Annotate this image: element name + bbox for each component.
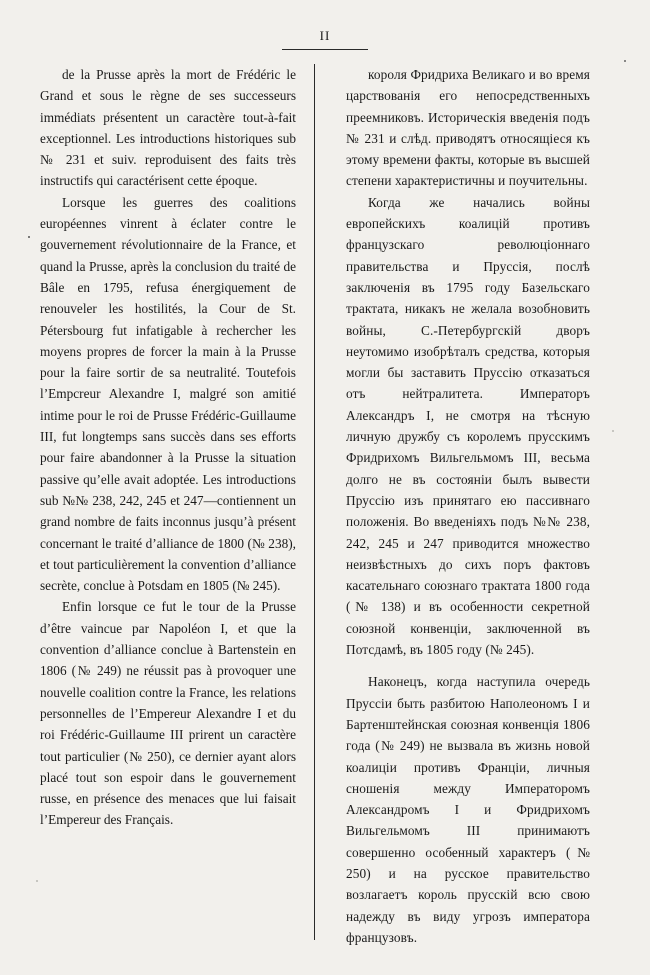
paragraph: короля Фридриха Великаго и во время царствованія его непосредственныхъ преемниковъ. Историческія введенія подъ № 231 и слѣд. приводятъ относящіеся къ этому времени факты, которые въ высшей степени характеристичны и поучительны.	[346, 67, 590, 189]
right-text-column	[328, 64, 590, 948]
column-divider-rule	[314, 64, 315, 940]
margin-speck	[624, 60, 626, 62]
paragraph: de la Prusse après la mort de Frédéric le Grand et sous le règne de ses successeurs immédiats présentent un caractère tout-à-fait exceptionnel. Les introductions historiques sub № 231 et suiv. reproduisent des faits très instructifs qui caractérisent cette époque.	[40, 67, 296, 189]
left-text-column	[40, 64, 302, 831]
two-column-body	[40, 64, 612, 944]
paragraph: Lorsque les guerres des coalitions européennes vinrent à éclater contre le gouvernement révolutionnaire de la France, et quand la Prusse, après la conclusion du traité de Bâle en 1795, refusa énergiquement de renouveler les hostilités, la Cour de St. Pétersbourg fut infatigable à rechercher les moyens propres de forcer la main à la Prusse pour la faire sortir de sa neutralité. Toutefois l’Empcreur Alexandre I, malgré son amitié intime pour le roi de Prusse Frédéric-Guillaume III, fut longtemps sans succès dans ses efforts pour faire abandonner à la Prusse la situation passive qu’elle avait adoptée. Les introductions sub №№ 238, 242, 245 et 247—contiennent un grand nombre de faits inconnus jusqu’à présent concernant le traité d’alliance de 1800 (№ 238), et tout particulièrement la convention d’alliance secrète, conclue à Potsdam en 1805 (№ 245).	[40, 194, 296, 594]
paragraph: Наконецъ, когда наступила очередь Пруссіи быть разбитою Наполеономъ I и Бартенштейнская союзная конвенція 1806 года (№ 249) не вызвала въ жизнь новой коалиціи противъ Франціи, личныя сношенія между Императоромъ Александромъ I и Фридрихомъ Вильгельмомъ III принимаютъ совершенно особенный характеръ (№ 250) и на русское правительство возлагаетъ король прусскій всю свою надежду въ виду угрозъ императора французовъ.	[346, 674, 590, 945]
margin-speck	[612, 430, 614, 432]
margin-speck	[36, 880, 38, 882]
page-number: II	[319, 28, 331, 43]
header-rule	[282, 49, 368, 50]
margin-speck	[28, 236, 30, 238]
paragraph: Когда же начались войны европейскихъ коалицій противъ французскаго революціоннаго правительства и Пруссія, послѣ заключенія въ 1795 году Базельскаго трактата, никакъ не желала возобновить войны, С.-Петербургскій дворъ неутомимо изобрѣталъ средства, которыя могли бы заставить Пруссію отказаться отъ нейтралитета. Императоръ Александръ I, не смотря на тѣсную личную дружбу съ королемъ прусскимъ Фридрихомъ Вильгельмомъ III, весьма долго не въ состояніи былъ вывести Пруссію изъ принятаго ею пассивнаго положенія. Во введеніяхъ подъ №№ 238, 242, 245 и 247 приводится множество неизвѣстныхъ до сихъ поръ фактовъ касательнаго союзнаго трактата 1800 года (№ 138) и въ особенности секретной союзной конвенціи, заключенной въ Потсдамѣ, въ 1805 году (№ 245).	[346, 194, 590, 658]
paragraph: Enfin lorsque ce fut le tour de la Prusse d’être vaincue par Napoléon I, et que la convention d’alliance conclue à Bartenstein en 1806 (№ 249) ne réussit pas à provoquer une nouvelle coalition contre la France, les relations personnelles de l’Empereur Alexandre I et du roi Frédéric-Guillaume III prirent un caractère tout particulier (№ 250), ce dernier ayant alors placé tout son espoir dans le gouvernement russe, en présence des menaces que lui faisait l’Empereur des Français.	[40, 599, 296, 828]
